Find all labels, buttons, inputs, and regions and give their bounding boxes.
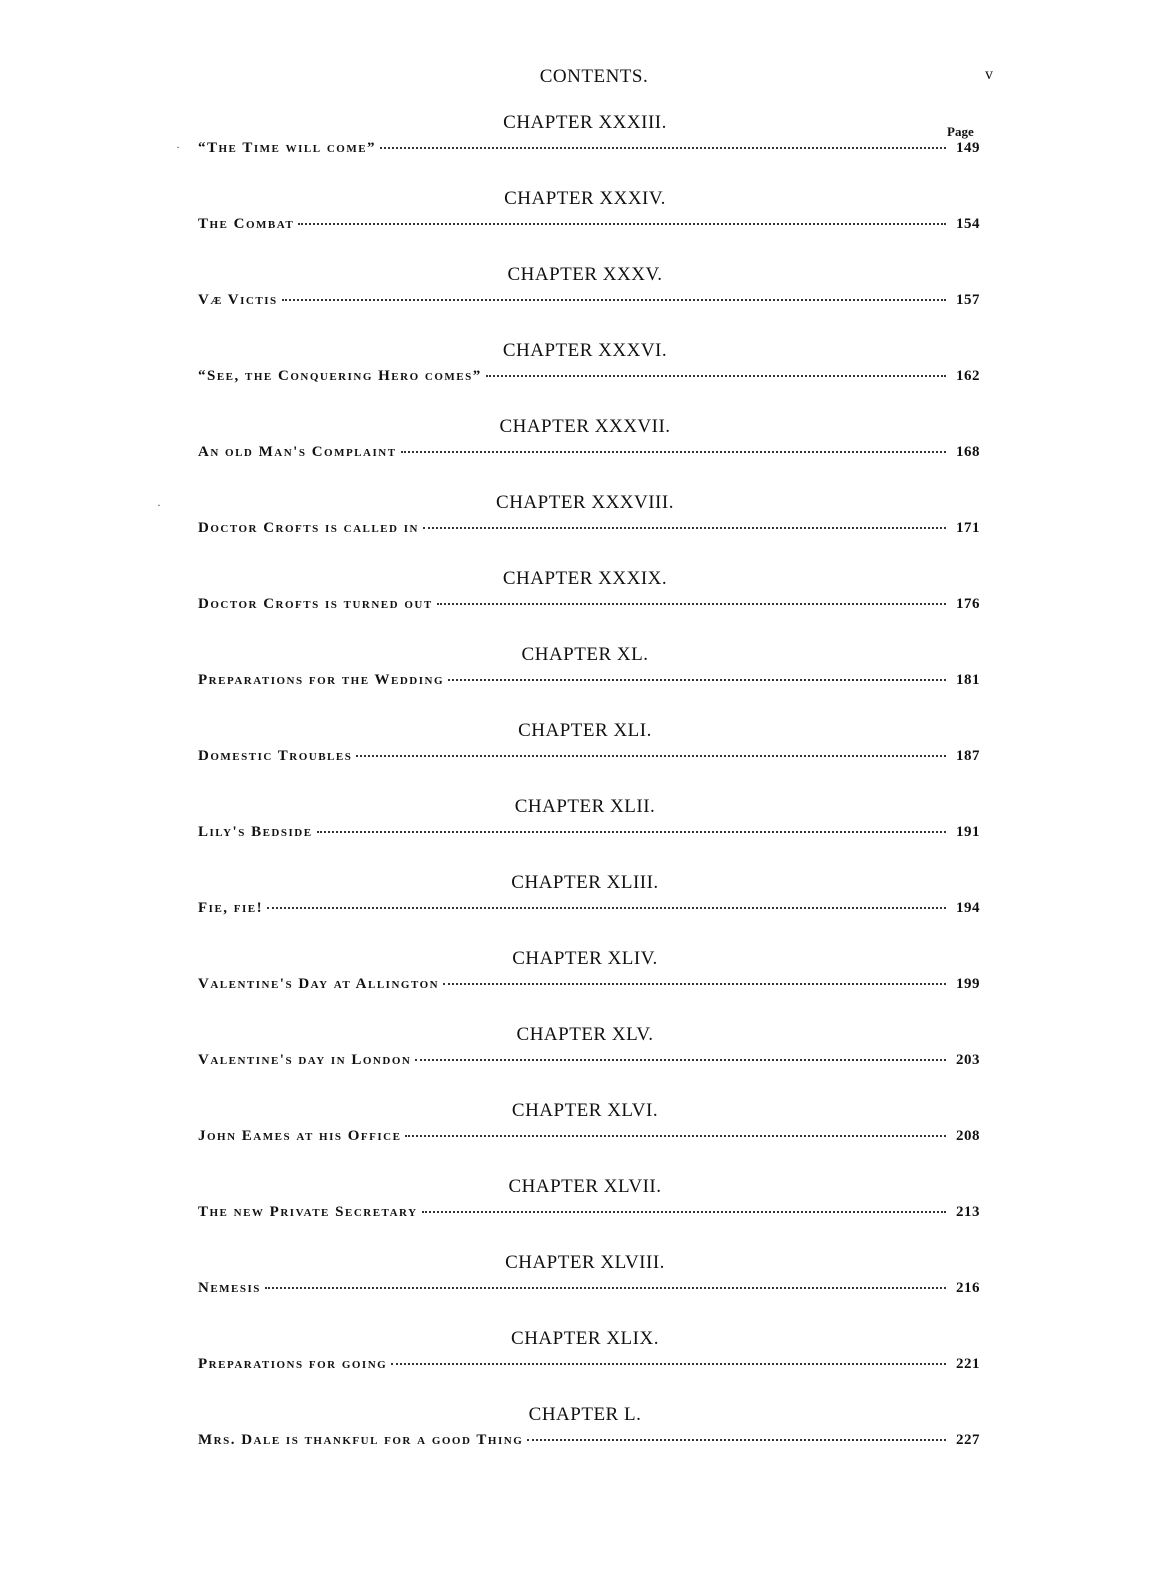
- entry-title: Fie, fie!: [198, 900, 264, 916]
- chapter-heading: CHAPTER XLVI.: [511, 1100, 659, 1121]
- entry-page-number: 157: [956, 292, 980, 308]
- toc-line[interactable]: [198, 1280, 980, 1297]
- chapter-heading: CHAPTER XXXIII.: [503, 112, 667, 133]
- toc-line[interactable]: [198, 596, 980, 613]
- entry-title: Valentine's day in London: [198, 1052, 412, 1068]
- toc-line[interactable]: [198, 140, 980, 157]
- entry-page-number: 221: [956, 1356, 980, 1372]
- toc-line[interactable]: [198, 900, 980, 917]
- entry-title: Doctor Crofts is turned out: [198, 596, 433, 612]
- dot-leader: [282, 299, 946, 301]
- dot-leader: [401, 451, 946, 453]
- dot-leader: [443, 983, 946, 985]
- entry-page-number: 162: [956, 368, 980, 384]
- toc-line[interactable]: [198, 216, 980, 233]
- toc-entry: [190, 340, 980, 416]
- entry-page-number: 191: [956, 824, 980, 840]
- chapter-heading: CHAPTER XLII.: [514, 796, 656, 817]
- toc-entry: [190, 948, 980, 1024]
- entry-page-number: 216: [956, 1280, 980, 1296]
- dot-leader: [405, 1135, 946, 1137]
- toc-entry: [190, 492, 980, 568]
- toc-entry: [190, 1328, 980, 1404]
- toc-entry: [190, 1176, 980, 1252]
- entry-page-number: 203: [956, 1052, 980, 1068]
- dot-leader: [298, 223, 946, 225]
- chapter-heading: CHAPTER XXXVII.: [499, 416, 671, 437]
- entry-page-number: 149: [956, 140, 980, 156]
- dot-leader: [317, 831, 946, 833]
- dot-leader: [422, 1211, 946, 1213]
- chapter-heading: CHAPTER XL.: [521, 644, 649, 665]
- toc-entry: [190, 416, 980, 492]
- chapter-heading: CHAPTER XXXV.: [507, 264, 663, 285]
- toc-line[interactable]: [198, 748, 980, 765]
- toc-entry: [190, 872, 980, 948]
- dot-leader: [380, 147, 946, 149]
- toc-entry: [190, 568, 980, 644]
- chapter-heading: CHAPTER XXXVIII.: [496, 492, 674, 513]
- dot-leader: [265, 1287, 946, 1289]
- dot-leader: [448, 679, 946, 681]
- folio-number: v: [985, 66, 993, 83]
- entry-page-number: 194: [956, 900, 980, 916]
- toc-entry: [190, 188, 980, 264]
- print-speck: ·: [176, 140, 180, 154]
- chapter-heading: CHAPTER XLV.: [516, 1024, 654, 1045]
- toc-entry: [190, 1024, 980, 1100]
- toc-entry: [190, 1100, 980, 1176]
- entry-title: Nemesis: [198, 1280, 261, 1296]
- entry-title: Valentine's Day at Allington: [198, 976, 440, 992]
- toc-entry: [190, 112, 980, 188]
- dot-leader: [267, 907, 946, 909]
- chapter-heading: CHAPTER XLVIII.: [505, 1252, 665, 1273]
- entry-page-number: 213: [956, 1204, 980, 1220]
- entry-title: The Combat: [198, 216, 295, 232]
- entry-page-number: 171: [956, 520, 980, 536]
- page-header: [0, 66, 1163, 92]
- toc-line[interactable]: [198, 976, 980, 993]
- toc-entry: [190, 644, 980, 720]
- toc-line[interactable]: [198, 672, 980, 689]
- chapter-heading: CHAPTER L.: [528, 1404, 642, 1425]
- entry-title: John Eames at his Office: [198, 1128, 402, 1144]
- chapter-heading: CHAPTER XLVII.: [508, 1176, 662, 1197]
- entry-title: Doctor Crofts is called in: [198, 520, 419, 536]
- entry-title: Mrs. Dale is thankful for a good Thing: [198, 1432, 524, 1448]
- toc-line[interactable]: [198, 520, 980, 537]
- chapter-heading: CHAPTER XLIII.: [511, 872, 659, 893]
- chapter-heading: CHAPTER XXXIV.: [504, 188, 666, 209]
- entry-title: “See, the Conquering Hero comes”: [198, 368, 482, 384]
- dot-leader: [391, 1363, 946, 1365]
- entry-title: Preparations for going: [198, 1356, 388, 1372]
- dot-leader: [437, 603, 946, 605]
- toc-line[interactable]: [198, 444, 980, 461]
- dot-leader: [415, 1059, 946, 1061]
- page-column-label: Page: [947, 124, 974, 139]
- entry-page-number: 208: [956, 1128, 980, 1144]
- toc-line[interactable]: [198, 368, 980, 385]
- entry-title: Domestic Troubles: [198, 748, 353, 764]
- toc-line[interactable]: [198, 1356, 980, 1373]
- print-speck: ·: [157, 498, 161, 512]
- entry-page-number: 168: [956, 444, 980, 460]
- dot-leader: [486, 375, 946, 377]
- page-title: CONTENTS.: [539, 66, 649, 87]
- toc-line[interactable]: [198, 292, 980, 309]
- toc-line[interactable]: [198, 1432, 980, 1449]
- entry-title: “The Time will come”: [198, 140, 377, 156]
- dot-leader: [423, 527, 946, 529]
- toc-line[interactable]: [198, 1128, 980, 1145]
- toc-line[interactable]: [198, 1052, 980, 1069]
- entry-title: Preparations for the Wedding: [198, 672, 445, 688]
- entry-page-number: 176: [956, 596, 980, 612]
- toc-entry: [190, 1252, 980, 1328]
- dot-leader: [356, 755, 946, 757]
- table-of-contents: [190, 112, 980, 1480]
- entry-title: Lily's Bedside: [198, 824, 313, 840]
- chapter-heading: CHAPTER XLIX.: [511, 1328, 659, 1349]
- entry-page-number: 187: [956, 748, 980, 764]
- chapter-heading: CHAPTER XXXVI.: [502, 340, 668, 361]
- entry-page-number: 181: [956, 672, 980, 688]
- toc-entry: [190, 1404, 980, 1480]
- toc-line[interactable]: [198, 824, 980, 841]
- chapter-heading: CHAPTER XLIV.: [512, 948, 658, 969]
- entry-page-number: 199: [956, 976, 980, 992]
- toc-entry: [190, 796, 980, 872]
- chapter-heading: CHAPTER XXXIX.: [502, 568, 668, 589]
- entry-title: An old Man's Complaint: [198, 444, 397, 460]
- toc-entry: [190, 720, 980, 796]
- entry-title: Væ Victis: [198, 292, 278, 308]
- entry-title: The new Private Secretary: [198, 1204, 418, 1220]
- toc-entry: [190, 264, 980, 340]
- entry-page-number: 227: [956, 1432, 980, 1448]
- chapter-heading: CHAPTER XLI.: [518, 720, 652, 741]
- toc-line[interactable]: [198, 1204, 980, 1221]
- entry-page-number: 154: [956, 216, 980, 232]
- dot-leader: [527, 1439, 946, 1441]
